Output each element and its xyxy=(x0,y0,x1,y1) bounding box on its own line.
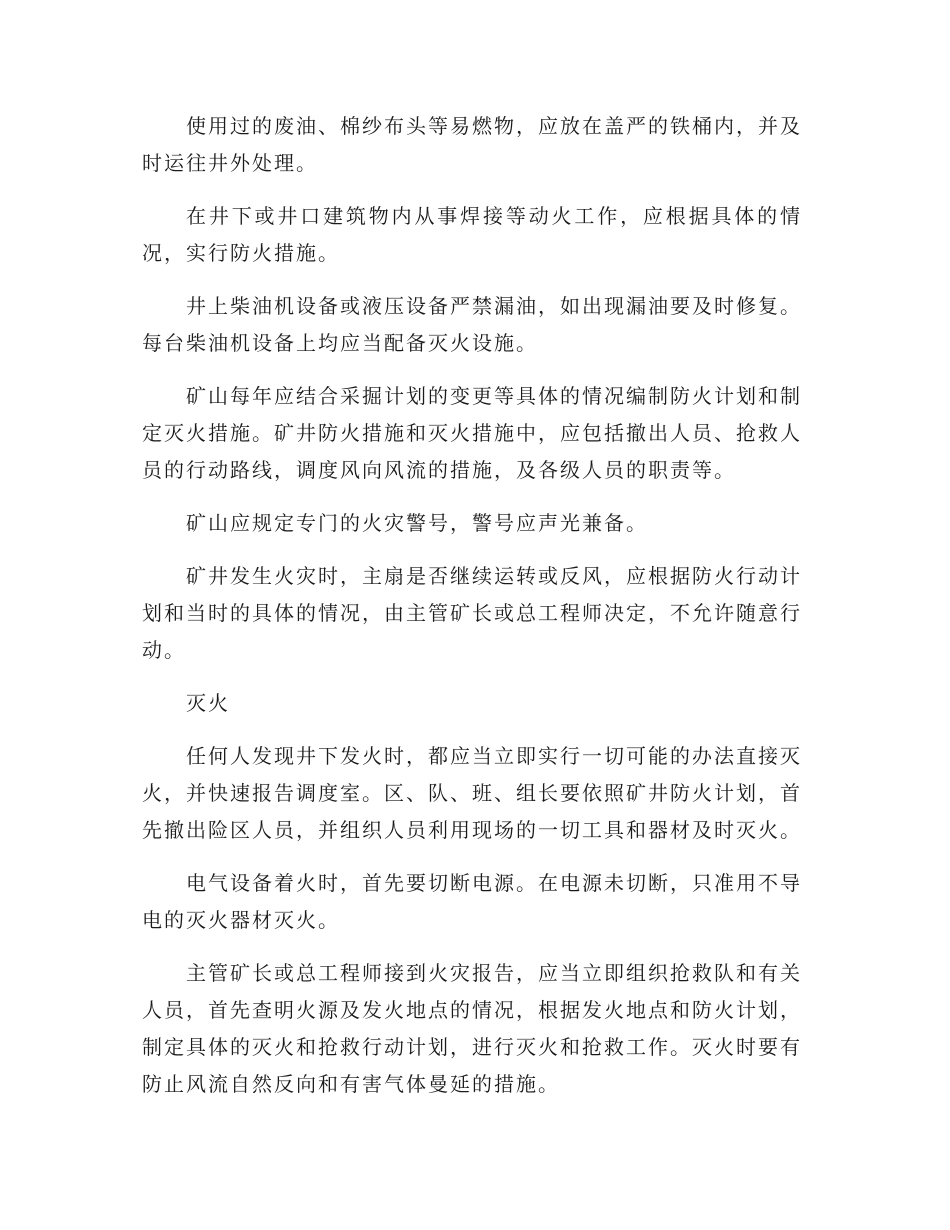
paragraph-welding: 在井下或井口建筑物内从事焊接等动火工作，应根据具体的情况，实行防火措施。 xyxy=(142,204,802,265)
paragraph-fire-plan: 矿山每年应结合采掘计划的变更等具体的情况编制防火计划和制定灭火措施。矿井防火措施和灭火措施中，应包括撤出人员、抢救人员的行动路线，调度风向风流的措施，及各级人员的职责等。 xyxy=(142,384,802,482)
paragraph-electrical-fire: 电气设备着火时，首先要切断电源。在电源未切断，只准用不导电的灭火器材灭火。 xyxy=(142,871,802,932)
paragraph-discover-fire: 任何人发现井下发火时，都应当立即实行一切可能的办法直接灭火，并快速报告调度室。区、队、班、组长要依照矿井防火计划，首先撤出险区人员，并组织人员利用现场的一切工具和器材及时灭火。 xyxy=(142,744,802,842)
paragraph-fire-alarm: 矿山应规定专门的火灾警号，警号应声光兼备。 xyxy=(186,511,648,535)
paragraph-waste-oil: 使用过的废油、棉纱布头等易燃物，应放在盖严的铁桶内，并及时运往井外处理。 xyxy=(142,114,802,175)
paragraph-main-fan: 矿井发生火灾时，主扇是否继续运转或反风，应根据防火行动计划和当时的具体的情况，由主管矿长或总工程师决定，不允许随意行动。 xyxy=(142,564,802,662)
document-body xyxy=(142,108,802,1119)
paragraph-fire-report: 主管矿长或总工程师接到火灾报告，应当立即组织抢救队和有关人员，首先查明火源及发火地点的情况，根据发火地点和防火计划，制定具体的灭火和抢救行动计划，进行灭火和抢救工作。灭火时要有防止风流自然反向和有害气体曼延的措施。 xyxy=(142,961,802,1096)
section-heading-fire-fighting: 灭火 xyxy=(186,691,230,715)
paragraph-diesel-equipment: 井上柴油机设备或液压设备严禁漏油，如出现漏油要及时修复。每台柴油机设备上均应当配备灭火设施。 xyxy=(142,294,802,355)
